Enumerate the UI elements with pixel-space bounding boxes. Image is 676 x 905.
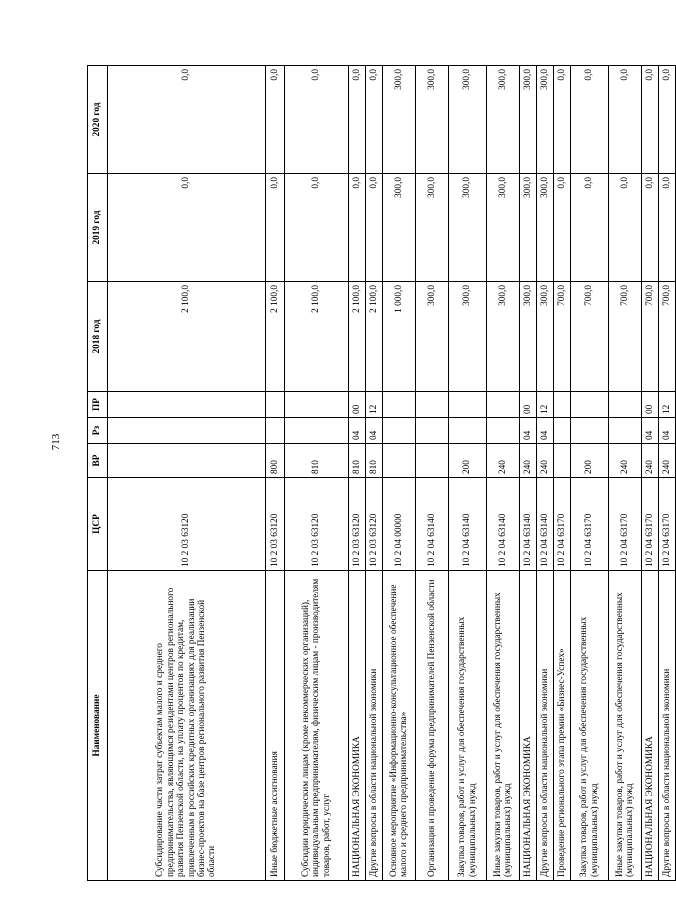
cell-name: Другие вопросы в области национальной экономики [537,571,554,881]
table-row [487,66,520,881]
table-header [88,66,108,881]
cell-2018: 2 100,0 [366,282,383,392]
cell-2019: 0,0 [659,174,676,282]
cell-2018: 2 100,0 [266,282,285,392]
cell-name: Субсидирование части затрат субъектам малого и среднего предпринимательства, являющимся резидентами центров регионального развития Пензенской области, на уплату процентов по кредитам, привлеченным в российских кредитных организациях для реализации бизнес-проектов на базе центров регионального развития Пензенской области [108,571,266,881]
cell-2019: 0,0 [108,174,266,282]
cell-2018: 700,0 [609,282,642,392]
page-number-text: 713 [50,433,62,451]
cell-2018: 300,0 [449,282,487,392]
cell-pr [449,392,487,418]
cell-2019: 0,0 [366,174,383,282]
cell-2020: 300,0 [487,66,520,174]
cell-2018: 700,0 [642,282,659,392]
cell-name: Иные бюджетные ассигнования [266,571,285,881]
header-row [88,66,108,881]
cell-vr: 200 [571,444,609,478]
cell-rz: 04 [366,418,383,444]
cell-csr: 10 2 03 63120 [349,478,366,571]
cell-2019: 0,0 [609,174,642,282]
cell-rz [609,418,642,444]
cell-vr: 240 [487,444,520,478]
cell-2018: 2 100,0 [285,282,349,392]
cell-rz [487,418,520,444]
table-row [266,66,285,881]
cell-rz [416,418,449,444]
cell-2018: 300,0 [520,282,537,392]
table-row [108,66,266,881]
cell-rz [554,418,571,444]
cell-2019: 300,0 [520,174,537,282]
cell-2018: 300,0 [416,282,449,392]
header-vr: ВР [88,444,108,478]
cell-2020: 0,0 [366,66,383,174]
cell-name: Субсидии юридическим лицам (кроме некоммерческих организаций), индивидуальным предпринимателям, физическим лицам - производителям товаров, работ, услуг [285,571,349,881]
cell-rz [449,418,487,444]
table-row [416,66,449,881]
cell-vr [554,444,571,478]
table-row [554,66,571,881]
cell-rz [383,418,416,444]
cell-2019: 300,0 [449,174,487,282]
cell-vr [416,444,449,478]
cell-rz: 04 [349,418,366,444]
header-csr: ЦСР [88,478,108,571]
cell-2020: 0,0 [285,66,349,174]
cell-rz: 04 [659,418,676,444]
cell-pr [383,392,416,418]
cell-rz: 04 [642,418,659,444]
cell-csr: 10 2 03 63120 [366,478,383,571]
table-row [366,66,383,881]
cell-csr: 10 2 03 63120 [285,478,349,571]
cell-vr: 810 [366,444,383,478]
cell-2018: 700,0 [659,282,676,392]
cell-csr: 10 2 04 00000 [383,478,416,571]
cell-vr: 800 [266,444,285,478]
rotated-table-frame [87,66,672,881]
header-2020: 2020 год [88,66,108,174]
cell-2020: 0,0 [266,66,285,174]
cell-2019: 0,0 [554,174,571,282]
cell-pr [285,392,349,418]
cell-pr [554,392,571,418]
cell-2020: 300,0 [383,66,416,174]
cell-2020: 0,0 [571,66,609,174]
table-row [537,66,554,881]
cell-name: Организация и проведение форума предпринимателей Пензенской области [416,571,449,881]
cell-2018: 2 100,0 [108,282,266,392]
header-2018: 2018 год [88,282,108,392]
cell-2019: 0,0 [349,174,366,282]
cell-vr [383,444,416,478]
cell-rz [285,418,349,444]
cell-vr: 240 [520,444,537,478]
cell-vr: 810 [349,444,366,478]
cell-rz: 04 [520,418,537,444]
cell-pr: 12 [366,392,383,418]
cell-csr: 10 2 04 63140 [487,478,520,571]
cell-2018: 700,0 [571,282,609,392]
cell-2018: 700,0 [554,282,571,392]
table-row [520,66,537,881]
cell-vr: 240 [642,444,659,478]
cell-pr: 00 [520,392,537,418]
table-row [383,66,416,881]
cell-2019: 0,0 [642,174,659,282]
cell-rz [266,418,285,444]
cell-name: Другие вопросы в области национальной экономики [659,571,676,881]
cell-2019: 300,0 [416,174,449,282]
cell-csr: 10 2 04 63140 [449,478,487,571]
cell-2020: 300,0 [416,66,449,174]
cell-2020: 300,0 [449,66,487,174]
header-name: Наименование [88,571,108,881]
cell-vr: 240 [659,444,676,478]
cell-pr [571,392,609,418]
table-body [108,66,676,881]
cell-2020: 0,0 [609,66,642,174]
cell-pr [416,392,449,418]
cell-2019: 0,0 [571,174,609,282]
cell-name: Проведение регионального этапа премии «Бизнес-Успех» [554,571,571,881]
cell-2020: 300,0 [520,66,537,174]
cell-rz [108,418,266,444]
cell-name: НАЦИОНАЛЬНАЯ ЭКОНОМИКА [520,571,537,881]
cell-csr: 10 2 04 63170 [659,478,676,571]
table-row [659,66,676,881]
cell-pr [266,392,285,418]
cell-csr: 10 2 03 63120 [108,478,266,571]
cell-2018: 300,0 [487,282,520,392]
cell-pr [609,392,642,418]
table-row [449,66,487,881]
cell-2019: 0,0 [266,174,285,282]
header-pr: ПР [88,392,108,418]
cell-csr: 10 2 03 63120 [266,478,285,571]
cell-pr: 12 [659,392,676,418]
cell-name: Закупка товаров, работ и услуг для обеспечения государственных (муниципальных) нужд [571,571,609,881]
cell-2020: 300,0 [537,66,554,174]
cell-csr: 10 2 04 63170 [554,478,571,571]
table-row [571,66,609,881]
cell-name: НАЦИОНАЛЬНАЯ ЭКОНОМИКА [349,571,366,881]
cell-vr: 810 [285,444,349,478]
header-rz: Рз [88,418,108,444]
cell-2018: 1 000,0 [383,282,416,392]
cell-2020: 0,0 [349,66,366,174]
cell-name: Другие вопросы в области национальной экономики [366,571,383,881]
header-2019: 2019 год [88,174,108,282]
cell-name: НАЦИОНАЛЬНАЯ ЭКОНОМИКА [642,571,659,881]
cell-2019: 0,0 [285,174,349,282]
cell-2019: 300,0 [383,174,416,282]
cell-csr: 10 2 04 63170 [642,478,659,571]
cell-name: Иные закупки товаров, работ и услуг для обеспечения государственных (муниципальных) нужд [487,571,520,881]
cell-name: Основное мероприятие «Информационно-консультационное обеспечение малого и среднего предпринимательства» [383,571,416,881]
cell-2019: 300,0 [537,174,554,282]
table-row [642,66,659,881]
cell-vr: 240 [609,444,642,478]
cell-2020: 0,0 [659,66,676,174]
cell-vr [108,444,266,478]
cell-csr: 10 2 04 63140 [537,478,554,571]
cell-pr: 12 [537,392,554,418]
cell-2020: 0,0 [642,66,659,174]
cell-pr [487,392,520,418]
cell-name: Закупка товаров, работ и услуг для обеспечения государственных (муниципальных) нужд [449,571,487,881]
cell-pr: 00 [642,392,659,418]
cell-2019: 300,0 [487,174,520,282]
budget-table [87,65,676,881]
cell-pr: 00 [349,392,366,418]
cell-csr: 10 2 04 63140 [416,478,449,571]
cell-vr: 200 [449,444,487,478]
cell-2018: 2 100,0 [349,282,366,392]
cell-rz [571,418,609,444]
cell-2020: 0,0 [108,66,266,174]
cell-csr: 10 2 04 63140 [520,478,537,571]
table-row [609,66,642,881]
cell-2018: 300,0 [537,282,554,392]
cell-csr: 10 2 04 63170 [609,478,642,571]
budget-table-container [87,66,672,881]
table-row [285,66,349,881]
cell-2020: 0,0 [554,66,571,174]
cell-csr: 10 2 04 63170 [571,478,609,571]
cell-pr [108,392,266,418]
cell-name: Иные закупки товаров, работ и услуг для обеспечения государственных (муниципальных) нужд [609,571,642,881]
cell-rz: 04 [537,418,554,444]
cell-vr: 240 [537,444,554,478]
table-row [349,66,366,881]
